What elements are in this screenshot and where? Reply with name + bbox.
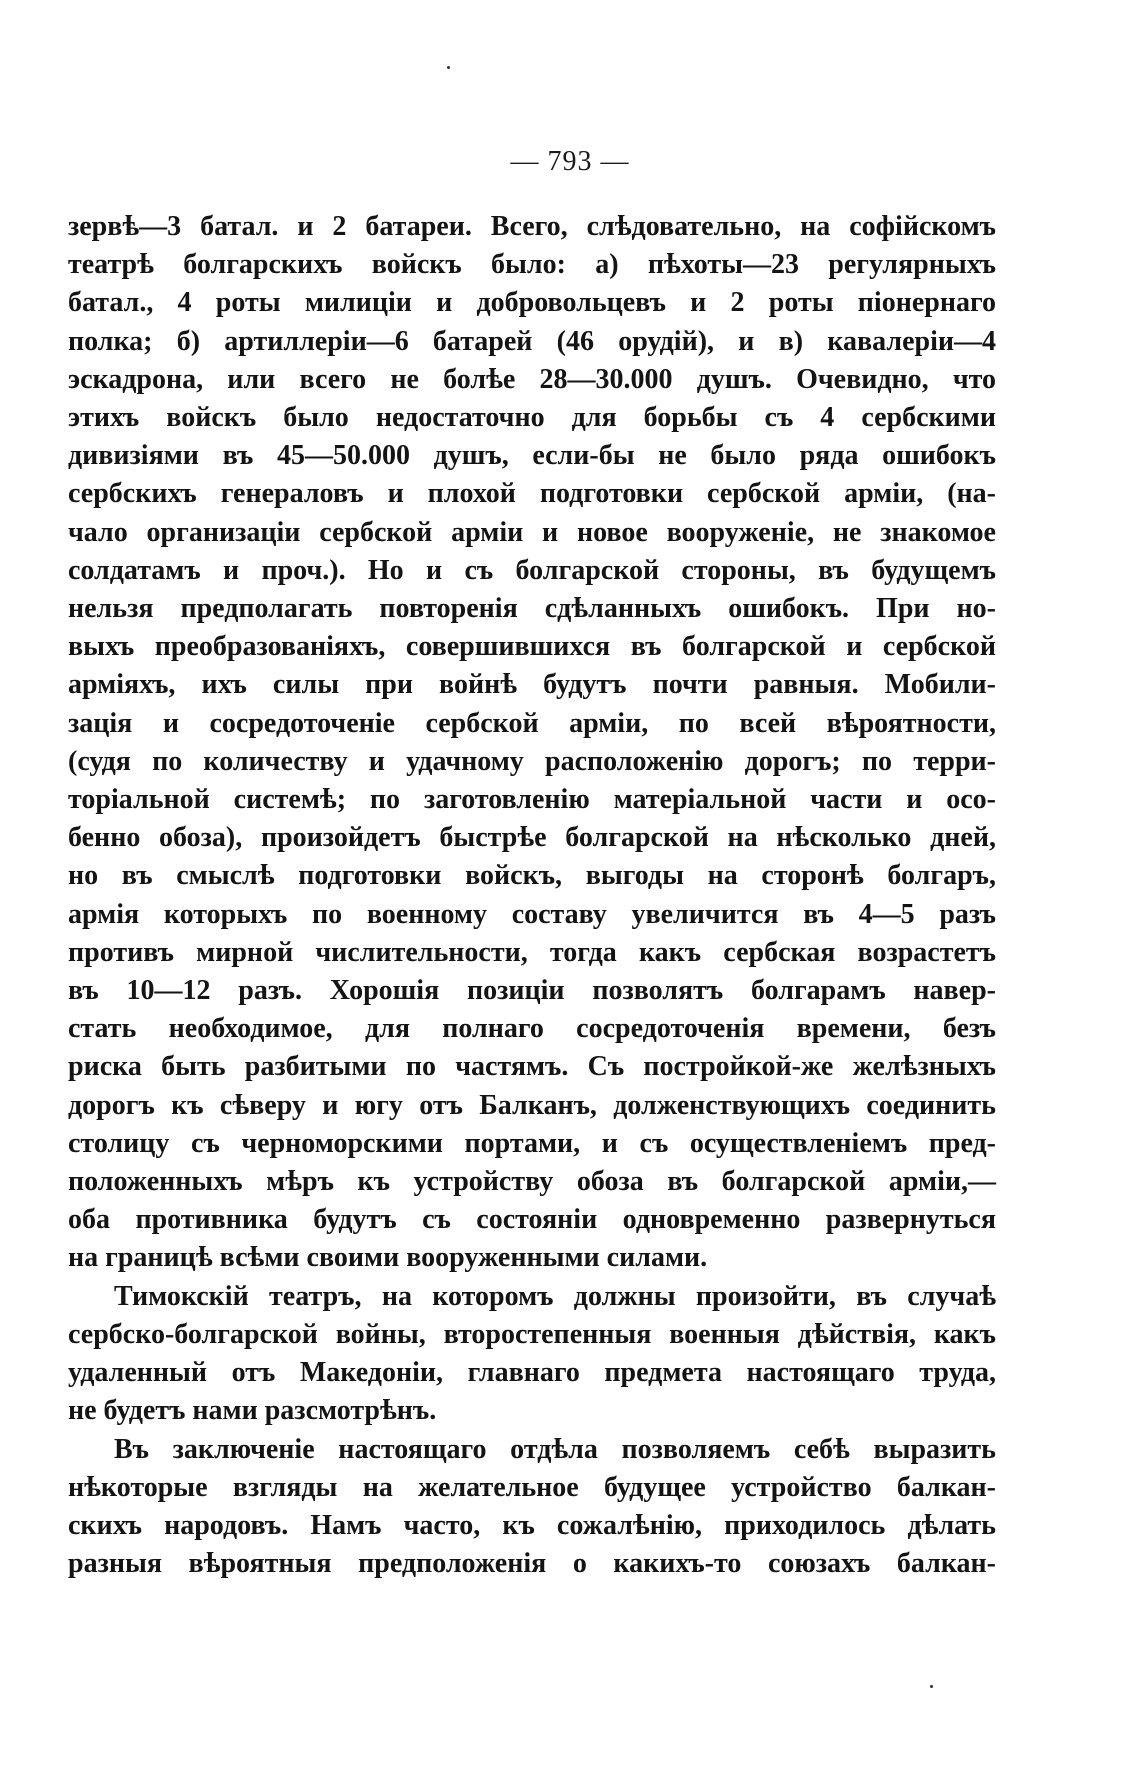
text-line: Тимокскій театръ, на которомъ должны произойти, въ случаѣ bbox=[114, 1280, 996, 1312]
text-line: торіальной системѣ; по заготовленію матеріальной части и осо- bbox=[68, 784, 996, 816]
text-line: театрѣ болгарскихъ войскъ было: а) пѣхоты—23 регулярныхъ bbox=[68, 249, 996, 281]
text-line: зервѣ—3 батал. и 2 батареи. Всего, слѣдовательно, на софійскомъ bbox=[68, 211, 996, 242]
text-line: противъ мирной числительности, тогда какъ сербская возрастетъ bbox=[68, 936, 996, 968]
text-line: риска быть разбитыми по частямъ. Съ постройкой-же желѣзныхъ bbox=[68, 1051, 996, 1083]
text-line: скихъ народовъ. Намъ часто, къ сожалѣнію, приходилось дѣлать bbox=[68, 1509, 996, 1541]
text-line: дорогъ къ сѣверу и югу отъ Балканъ, долженствующихъ соединить bbox=[68, 1089, 996, 1121]
body-text bbox=[68, 208, 996, 1583]
text-line: дивизіями въ 45—50.000 душъ, если-бы не было ряда ошибокъ bbox=[68, 440, 996, 472]
text-line: разныя вѣроятныя предположенія о какихъ-то союзахъ балкан- bbox=[68, 1548, 996, 1580]
text-line: (судя по количеству и удачному расположенію дорогъ; по терри- bbox=[68, 745, 996, 777]
text-line: оба противника будутъ съ состояніи одновременно развернуться bbox=[68, 1204, 996, 1236]
text-line: этихъ войскъ было недостаточно для борьбы съ 4 сербскими bbox=[68, 402, 996, 434]
text-line: эскадрона, или всего не болѣе 28—30.000 душъ. Очевидно, что bbox=[68, 363, 996, 395]
text-line: солдатамъ и проч.). Но и съ болгарской стороны, въ будущемъ bbox=[68, 554, 996, 586]
text-line: выхъ преобразованіяхъ, совершившихся въ болгарской и сербской bbox=[68, 631, 996, 663]
text-line: полка; б) артиллеріи—6 батарей (46 орудій), и в) кавалеріи—4 bbox=[68, 325, 996, 357]
text-line: Въ заключеніе настоящаго отдѣла позволяемъ себѣ выразить bbox=[114, 1433, 996, 1465]
text-line: не будетъ нами разсмотрѣнъ. bbox=[68, 1395, 437, 1427]
page-number: — 793 — bbox=[510, 146, 630, 177]
text-line: чало организаціи сербской арміи и новое вооруженіе, не знакомое bbox=[68, 516, 996, 548]
scan-speck bbox=[930, 1685, 933, 1688]
text-line: армія которыхъ по военному составу увеличится въ 4—5 разъ bbox=[68, 898, 996, 930]
scan-speck bbox=[447, 66, 450, 69]
text-line: сербско-болгарской войны, второстепенныя военныя дѣйствія, какъ bbox=[68, 1318, 996, 1350]
text-line: нельзя предполагать повторенія сдѣланныхъ ошибокъ. При но- bbox=[68, 593, 996, 625]
text-line: нѣкоторые взгляды на желательное будущее устройство балкан- bbox=[68, 1471, 996, 1503]
text-line: на границѣ всѣми своими вооруженными силами. bbox=[68, 1242, 708, 1274]
text-line: арміяхъ, ихъ силы при войнѣ будутъ почти равныя. Мобили- bbox=[68, 669, 996, 701]
text-line: но въ смыслѣ подготовки войскъ, выгоды на сторонѣ болгаръ, bbox=[68, 860, 996, 892]
text-line: зація и сосредоточеніе сербской арміи, по всей вѣроятности, bbox=[68, 707, 996, 739]
text-line: удаленный отъ Македоніи, главнаго предмета настоящаго труда, bbox=[68, 1357, 996, 1389]
text-line: батал., 4 роты милиціи и добровольцевъ и 2 роты піонернаго bbox=[68, 287, 996, 319]
text-line: стать необходимое, для полнаго сосредоточенія времени, безъ bbox=[68, 1013, 996, 1045]
text-line: бенно обоза), произойдетъ быстрѣе болгарской на нѣсколько дней, bbox=[68, 822, 996, 854]
text-line: сербскихъ генераловъ и плохой подготовки сербской арміи, (на- bbox=[68, 478, 996, 510]
text-line: столицу съ черноморскими портами, и съ осуществленіемъ пред- bbox=[68, 1127, 996, 1159]
text-line: въ 10—12 разъ. Хорошія позиціи позволятъ болгарамъ навер- bbox=[68, 975, 996, 1007]
text-line: положенныхъ мѣръ къ устройству обоза въ болгарской арміи,— bbox=[68, 1166, 996, 1198]
